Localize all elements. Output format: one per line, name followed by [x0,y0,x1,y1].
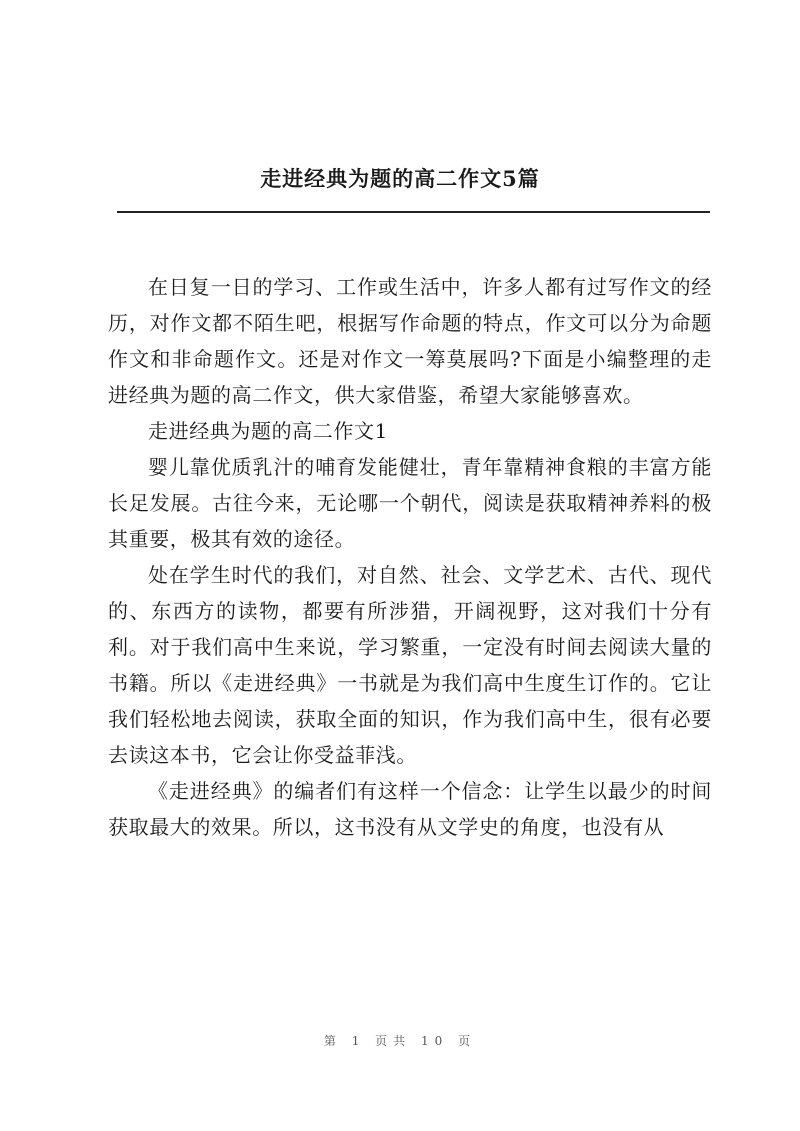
document-title: 走进经典为题的高二作文5篇 [260,166,540,191]
page-number-footer: 第 1 页共 10 页 [323,1034,477,1048]
section-heading: 走进经典为题的高二作文1 [148,419,388,443]
paragraph: 处在学生时代的我们，对自然、社会、文学艺术、古代、现代的、东西方的读物，都要有所涉猎，开阔视野，这对我们十分有利。对于我们高中生来说，学习繁重，一定没有时间去阅读大量的书籍。所以《走进经典》一书就是为我们高中生度生订作的。它让我们轻松地去阅读，获取全面的知识，作为我们高中生，很有必要去读这本书，它会让你受益菲浅。 [108,563,712,767]
document-body [108,269,712,845]
title-divider [117,211,710,213]
paragraph: 《走进经典》的编者们有这样一个信念：让学生以最少的时间获取最大的效果。所以，这书没有从文学史的角度，也没有从 [108,779,712,839]
paragraph: 婴儿靠优质乳汁的哺育发能健壮，青年靠精神食粮的丰富方能长足发展。古往今来，无论哪一个朝代，阅读是获取精神养料的极其重要，极其有效的途径。 [108,455,712,551]
paragraph-intro: 在日复一日的学习、工作或生活中，许多人都有过写作文的经历，对作文都不陌生吧，根据写作命题的特点，作文可以分为命题作文和非命题作文。还是对作文一筹莫展吗?下面是小编整理的走进经典为题的高二作文，供大家借鉴，希望大家能够喜欢。 [108,275,712,407]
